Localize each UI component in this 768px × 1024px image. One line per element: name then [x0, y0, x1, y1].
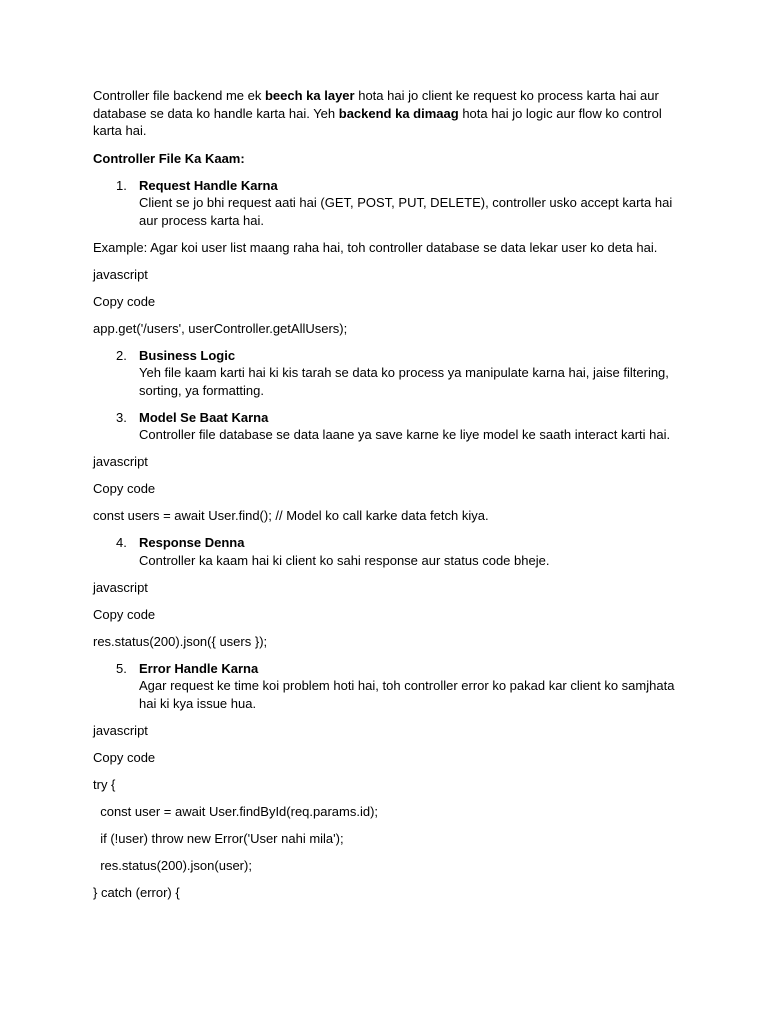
copy-code-button[interactable]: Copy code: [93, 481, 156, 496]
list-item-description: Yeh file kaam karti hai ki kis tarah se data ko process ya manipulate karna hai, jaise filtering, sorting, ya formatting.: [139, 365, 669, 398]
document-page: [93, 87, 683, 911]
code-line: try {: [93, 776, 116, 792]
list-number: 2.: [116, 347, 127, 363]
list-number: 1.: [116, 177, 127, 193]
intro-text: hota hai jo client ke request ko process karta hai aur database se data ko handle karta hai. Yeh: [93, 88, 659, 121]
code-line: app.get('/users', userController.getAllUsers);: [93, 320, 348, 336]
intro-bold-text: beech ka layer: [264, 88, 355, 103]
example-paragraph: Example: Agar koi user list maang raha hai, toh controller database se data lekar user ko deta hai.: [93, 239, 658, 255]
list-item: [93, 534, 683, 569]
list-number: 4.: [116, 535, 127, 550]
list-number: 5.: [116, 660, 127, 676]
intro-text: Controller file backend me ek: [93, 88, 265, 103]
list-item: [93, 347, 683, 400]
copy-code-button[interactable]: Copy code: [93, 606, 156, 622]
list-item-title: Business Logic: [139, 347, 236, 363]
list-item: [93, 177, 683, 230]
list-item-title: Request Handle Karna: [139, 177, 278, 193]
copy-code-button[interactable]: Copy code: [93, 749, 156, 765]
section-heading: Controller File Ka Kaam:: [93, 150, 245, 166]
list-number: 3.: [116, 409, 127, 425]
code-language-label: javascript: [93, 722, 148, 738]
intro-text: hota hai jo logic aur flow ko control karta hai.: [93, 105, 662, 138]
code-language-label: javascript: [93, 266, 148, 282]
code-line: res.status(200).json({ users });: [93, 633, 268, 649]
code-language-label: javascript: [93, 579, 148, 595]
list-item-title: Error Handle Karna: [139, 660, 259, 676]
copy-code-button[interactable]: Copy code: [93, 293, 156, 309]
list-item-description: Agar request ke time koi problem hoti hai, toh controller error ko pakad kar client ko samjhata hai ki kya issue hua.: [139, 678, 675, 711]
code-line: } catch (error) {: [93, 884, 180, 900]
code-line: const user = await User.findById(req.params.id);: [93, 803, 379, 819]
list-item-description: Client se jo bhi request aati hai (GET, POST, PUT, DELETE), controller usko accept karta hai aur process karta hai.: [139, 195, 673, 228]
intro-paragraph: [93, 87, 683, 140]
code-language-label: javascript: [93, 454, 148, 469]
list-item: [93, 660, 683, 713]
code-line: const users = await User.find(); // Model ko call karke data fetch kiya.: [93, 508, 489, 523]
list-item-title: Response Denna: [139, 535, 245, 550]
code-line: res.status(200).json(user);: [93, 857, 252, 873]
list-item: [93, 409, 683, 444]
code-line: if (!user) throw new Error('User nahi mila');: [93, 830, 344, 846]
intro-bold-text: backend ka dimaag: [338, 105, 459, 121]
list-item-title: Model Se Baat Karna: [139, 409, 269, 425]
list-item-description: Controller file database se data laane ya save karne ke liye model ke saath interact karti hai.: [139, 427, 671, 442]
list-item-description: Controller ka kaam hai ki client ko sahi response aur status code bheje.: [139, 552, 550, 568]
